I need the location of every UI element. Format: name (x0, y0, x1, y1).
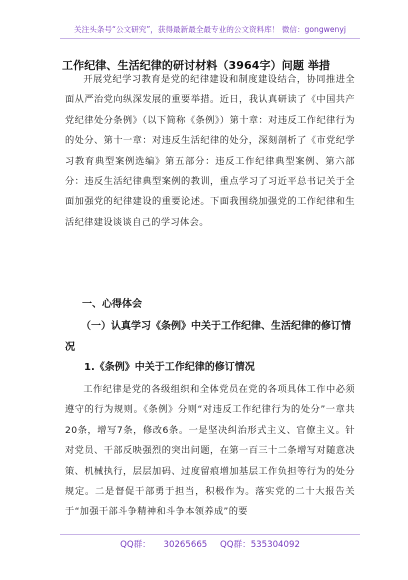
section-heading: 一、心得体会 (82, 299, 142, 310)
body-paragraph: 工作纪律是党的各级组织和全体党员在党的各项具体工作中必须遵守的行为规则。《条例》分则“对违反工作纪律行为的处分”一章共20条，增写7条，修改6条。一是坚决纠治形式主义、官僚主义。针对党员、干部反映强烈的突出问题，在第一百三十二条增写对随意决策、机械执行，层层加码、过度留痕增加基层工作负担等行为的处分规定。二是督促干部勇于担当，积极作为。落实党的二十大报告关于“加强干部斗争精神和斗争本领养成”的要 (65, 384, 355, 518)
page-footer: QQ群： 30265665 QQ群：535304092 (120, 540, 300, 550)
page-header-watermark: 关注头条号“公文研究”，获得最新最全最专业的公文资料库！ 微信：gongwenyj (74, 25, 346, 34)
subsection-heading: （一）认真学习《条例》中关于工作纪律、生活纪律的修订情况 (65, 321, 351, 353)
document-title: 工作纪律、生活纪律的研讨材料（3964字）问题 举措 (62, 59, 331, 72)
intro-paragraph: 开展党纪学习教育是党的纪律建设和制度建设结合，协同推进全面从严治党向纵深发展的重要举措。近日，我认真研读了《中国共产党纪律处分条例》（以下简称《条例》）第十章：对违反工作纪律行为的处分、第十一章：对违反生活纪律的处分，深刻剖析了《市党纪学习教育典型案例选编》第五部分：违反工作纪律典型案例、第六部分：违反生活纪律典型案例的教训，重点学习了习近平总书记关于全面加强党的纪律建设的重要论述。下面我围绕加强党的工作纪律和生活纪律建设谈谈自己的学习体会。 (65, 74, 355, 228)
footer-divider (60, 534, 360, 535)
sub-subsection-heading: 1.《条例》中关于工作纪律的修订情况 (84, 362, 255, 373)
header-divider (60, 38, 360, 39)
